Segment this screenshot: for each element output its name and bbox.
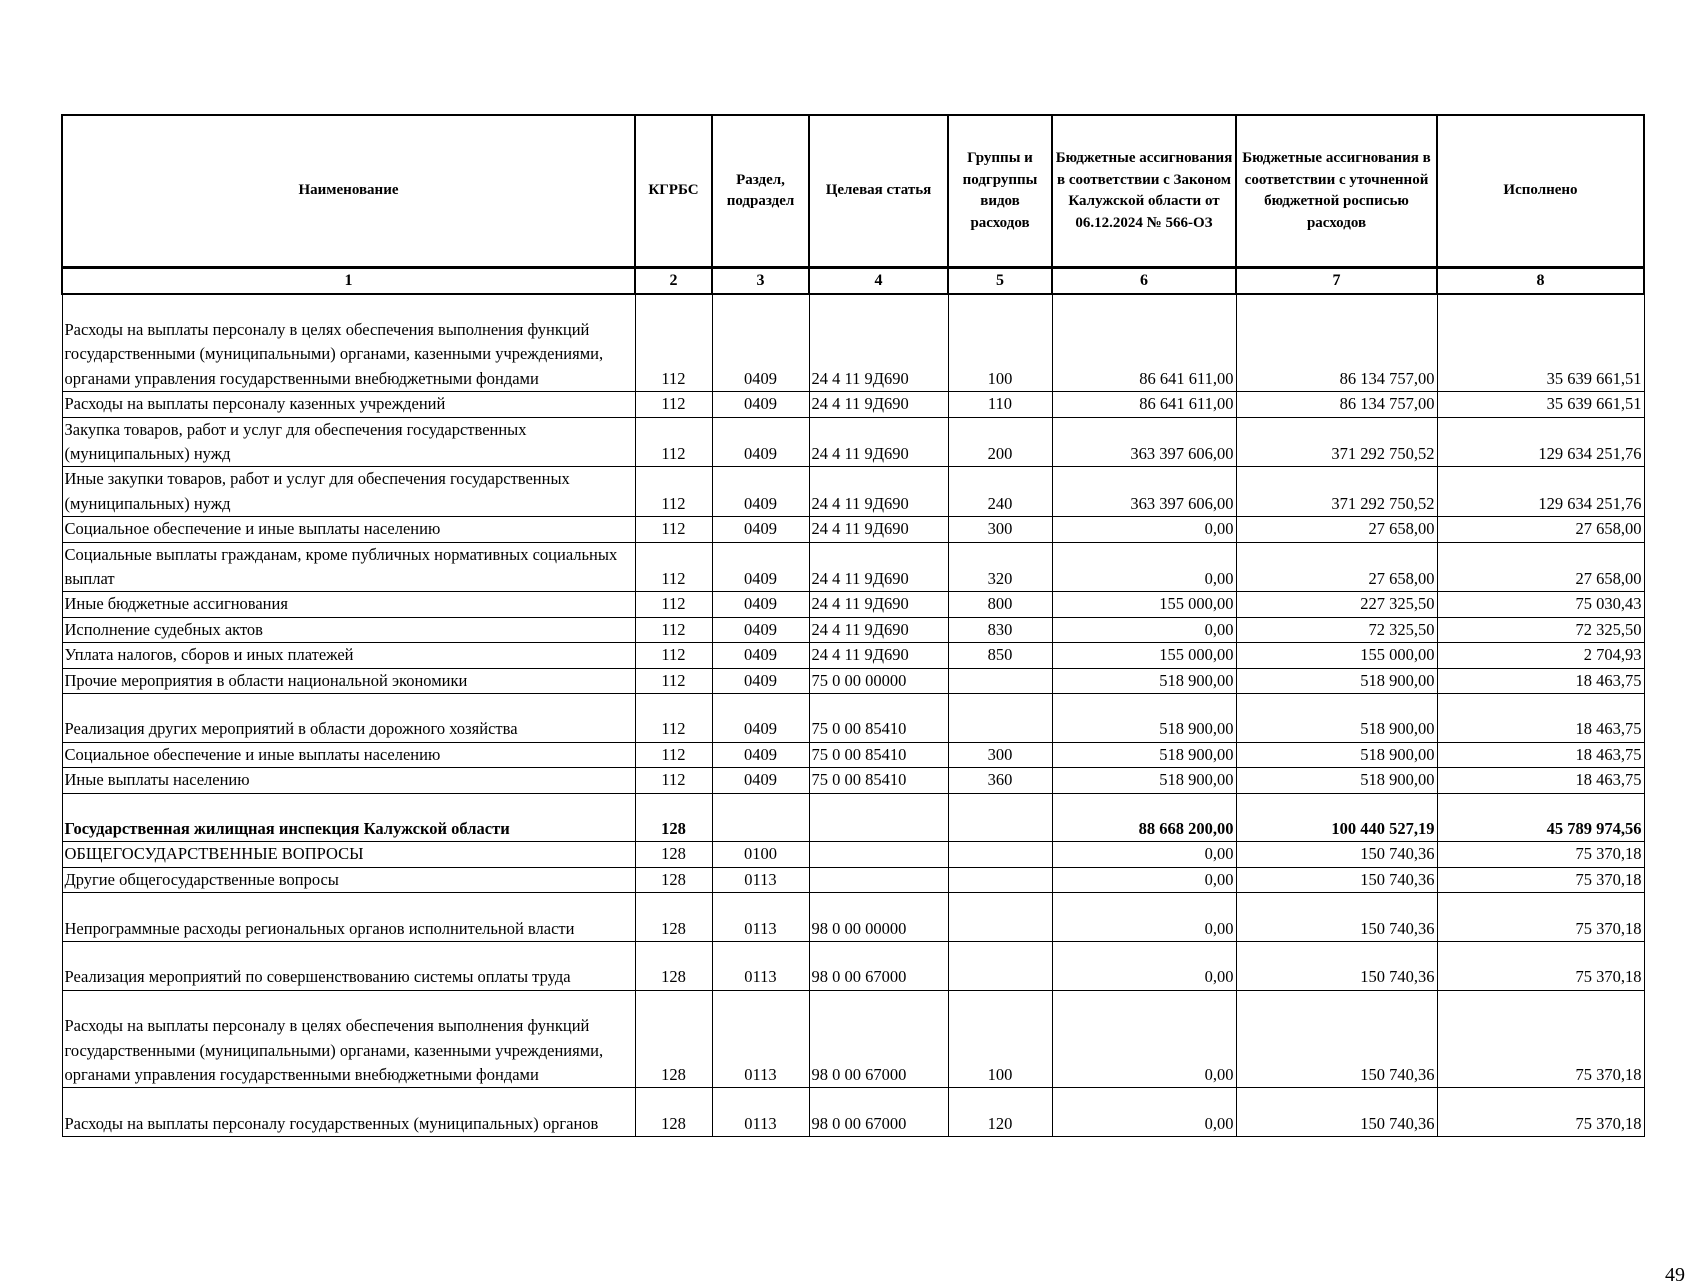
cell-target-article: 24 4 11 9Д690 [809, 643, 948, 668]
cell-expense-group [948, 867, 1052, 892]
cell-law-amount: 0,00 [1052, 941, 1236, 990]
cell-law-amount: 155 000,00 [1052, 643, 1236, 668]
column-number: 1 [62, 268, 635, 295]
cell-expense-group: 120 [948, 1088, 1052, 1137]
table-row [62, 693, 1644, 742]
table-row [62, 990, 1644, 1088]
cell-kgrbs: 112 [635, 392, 712, 417]
cell-name: Расходы на выплаты персоналу государственных (муниципальных) органов [62, 1088, 635, 1137]
cell-executed-amount: 18 463,75 [1437, 693, 1644, 742]
table-row [62, 842, 1644, 867]
cell-target-article [809, 842, 948, 867]
cell-refined-amount: 518 900,00 [1236, 668, 1437, 693]
cell-refined-amount: 518 900,00 [1236, 768, 1437, 793]
table-row [62, 793, 1644, 842]
cell-section: 0409 [712, 467, 809, 517]
cell-refined-amount: 86 134 757,00 [1236, 294, 1437, 392]
table-row [62, 417, 1644, 467]
cell-executed-amount: 27 658,00 [1437, 517, 1644, 542]
cell-refined-amount: 100 440 527,19 [1236, 793, 1437, 842]
cell-executed-amount: 129 634 251,76 [1437, 467, 1644, 517]
cell-target-article: 24 4 11 9Д690 [809, 467, 948, 517]
column-number: 6 [1052, 268, 1236, 295]
cell-executed-amount: 75 370,18 [1437, 842, 1644, 867]
cell-refined-amount: 150 740,36 [1236, 867, 1437, 892]
table-body [62, 294, 1644, 1137]
cell-executed-amount: 75 030,43 [1437, 592, 1644, 617]
cell-refined-amount: 150 740,36 [1236, 842, 1437, 867]
cell-executed-amount: 75 370,18 [1437, 990, 1644, 1088]
cell-kgrbs: 112 [635, 742, 712, 767]
cell-refined-amount: 518 900,00 [1236, 742, 1437, 767]
cell-name: Уплата налогов, сборов и иных платежей [62, 643, 635, 668]
header-expense-groups: Группы и подгруппы видов расходов [948, 115, 1052, 268]
cell-section: 0409 [712, 392, 809, 417]
cell-executed-amount: 75 370,18 [1437, 1088, 1644, 1137]
cell-expense-group [948, 668, 1052, 693]
cell-name: Социальное обеспечение и иные выплаты населению [62, 742, 635, 767]
cell-law-amount: 88 668 200,00 [1052, 793, 1236, 842]
cell-kgrbs: 112 [635, 294, 712, 392]
table-row [62, 768, 1644, 793]
cell-expense-group [948, 693, 1052, 742]
cell-target-article: 24 4 11 9Д690 [809, 392, 948, 417]
cell-kgrbs: 112 [635, 768, 712, 793]
cell-executed-amount: 2 704,93 [1437, 643, 1644, 668]
cell-refined-amount: 371 292 750,52 [1236, 417, 1437, 467]
column-number: 4 [809, 268, 948, 295]
cell-law-amount: 0,00 [1052, 842, 1236, 867]
cell-section: 0100 [712, 842, 809, 867]
cell-section [712, 793, 809, 842]
cell-executed-amount: 72 325,50 [1437, 617, 1644, 642]
cell-kgrbs: 128 [635, 793, 712, 842]
budget-table [61, 114, 1645, 1137]
cell-name: ОБЩЕГОСУДАРСТВЕННЫЕ ВОПРОСЫ [62, 842, 635, 867]
cell-target-article [809, 793, 948, 842]
cell-name: Иные выплаты населению [62, 768, 635, 793]
column-number: 7 [1236, 268, 1437, 295]
table-row [62, 542, 1644, 592]
cell-executed-amount: 35 639 661,51 [1437, 392, 1644, 417]
cell-name: Прочие мероприятия в области национальной экономики [62, 668, 635, 693]
page-number: 49 [1665, 1264, 1685, 1286]
cell-target-article: 24 4 11 9Д690 [809, 517, 948, 542]
cell-law-amount: 0,00 [1052, 990, 1236, 1088]
cell-name: Закупка товаров, работ и услуг для обеспечения государственных (муниципальных) нужд [62, 417, 635, 467]
cell-kgrbs: 112 [635, 617, 712, 642]
table-row [62, 867, 1644, 892]
cell-expense-group: 800 [948, 592, 1052, 617]
table-row [62, 941, 1644, 990]
cell-section: 0409 [712, 643, 809, 668]
header-name: Наименование [62, 115, 635, 268]
cell-executed-amount: 27 658,00 [1437, 542, 1644, 592]
cell-name: Социальное обеспечение и иные выплаты населению [62, 517, 635, 542]
cell-kgrbs: 128 [635, 1088, 712, 1137]
cell-target-article: 75 0 00 85410 [809, 742, 948, 767]
cell-section: 0409 [712, 294, 809, 392]
cell-expense-group: 300 [948, 742, 1052, 767]
table-row [62, 1088, 1644, 1137]
cell-target-article: 24 4 11 9Д690 [809, 617, 948, 642]
cell-expense-group: 240 [948, 467, 1052, 517]
cell-expense-group: 300 [948, 517, 1052, 542]
cell-name: Расходы на выплаты персоналу в целях обеспечения выполнения функций государственными (муниципальными) органами, казенными учреждениями, органами управления государственными внебюджетными фондами [62, 294, 635, 392]
cell-name: Реализация мероприятий по совершенствованию системы оплаты труда [62, 941, 635, 990]
header-refined-allocations: Бюджетные ассигнования в соответствии с уточненной бюджетной росписью расходов [1236, 115, 1437, 268]
cell-section: 0113 [712, 1088, 809, 1137]
cell-kgrbs: 112 [635, 517, 712, 542]
cell-kgrbs: 112 [635, 467, 712, 517]
cell-section: 0409 [712, 517, 809, 542]
cell-name: Социальные выплаты гражданам, кроме публичных нормативных социальных выплат [62, 542, 635, 592]
cell-section: 0409 [712, 768, 809, 793]
header-section: Раздел, подраздел [712, 115, 809, 268]
cell-target-article: 24 4 11 9Д690 [809, 294, 948, 392]
cell-target-article [809, 867, 948, 892]
cell-expense-group [948, 793, 1052, 842]
cell-kgrbs: 128 [635, 867, 712, 892]
cell-law-amount: 518 900,00 [1052, 768, 1236, 793]
cell-executed-amount: 75 370,18 [1437, 941, 1644, 990]
column-number: 5 [948, 268, 1052, 295]
table-row [62, 617, 1644, 642]
cell-law-amount: 155 000,00 [1052, 592, 1236, 617]
cell-section: 0113 [712, 867, 809, 892]
header-row [62, 115, 1644, 268]
cell-section: 0409 [712, 617, 809, 642]
cell-law-amount: 363 397 606,00 [1052, 417, 1236, 467]
cell-target-article: 98 0 00 67000 [809, 1088, 948, 1137]
cell-target-article: 98 0 00 00000 [809, 893, 948, 942]
cell-name: Реализация других мероприятий в области дорожного хозяйства [62, 693, 635, 742]
cell-executed-amount: 18 463,75 [1437, 768, 1644, 793]
cell-kgrbs: 128 [635, 842, 712, 867]
cell-section: 0409 [712, 542, 809, 592]
cell-executed-amount: 18 463,75 [1437, 742, 1644, 767]
cell-refined-amount: 72 325,50 [1236, 617, 1437, 642]
cell-section: 0113 [712, 990, 809, 1088]
cell-name: Исполнение судебных актов [62, 617, 635, 642]
cell-target-article: 98 0 00 67000 [809, 941, 948, 990]
cell-name: Непрограммные расходы региональных органов исполнительной власти [62, 893, 635, 942]
cell-refined-amount: 518 900,00 [1236, 693, 1437, 742]
cell-expense-group: 320 [948, 542, 1052, 592]
cell-law-amount: 518 900,00 [1052, 693, 1236, 742]
column-number: 2 [635, 268, 712, 295]
column-number-row [62, 268, 1644, 295]
cell-name: Иные бюджетные ассигнования [62, 592, 635, 617]
table-row [62, 893, 1644, 942]
table-row [62, 517, 1644, 542]
cell-refined-amount: 150 740,36 [1236, 893, 1437, 942]
cell-refined-amount: 150 740,36 [1236, 941, 1437, 990]
table-row [62, 294, 1644, 392]
cell-law-amount: 518 900,00 [1052, 668, 1236, 693]
cell-target-article: 75 0 00 85410 [809, 768, 948, 793]
cell-refined-amount: 371 292 750,52 [1236, 467, 1437, 517]
cell-name: Расходы на выплаты персоналу в целях обеспечения выполнения функций государственными (муниципальными) органами, казенными учреждениями, органами управления государственными внебюджетными фондами [62, 990, 635, 1088]
cell-law-amount: 518 900,00 [1052, 742, 1236, 767]
header-kgrbs: КГРБС [635, 115, 712, 268]
cell-section: 0409 [712, 668, 809, 693]
cell-law-amount: 86 641 611,00 [1052, 294, 1236, 392]
cell-kgrbs: 128 [635, 893, 712, 942]
cell-target-article: 24 4 11 9Д690 [809, 542, 948, 592]
table-row [62, 467, 1644, 517]
header-target-article: Целевая статья [809, 115, 948, 268]
cell-name: Расходы на выплаты персоналу казенных учреждений [62, 392, 635, 417]
table-row [62, 592, 1644, 617]
cell-expense-group: 850 [948, 643, 1052, 668]
table-row [62, 742, 1644, 767]
cell-law-amount: 0,00 [1052, 1088, 1236, 1137]
cell-section: 0409 [712, 592, 809, 617]
cell-law-amount: 0,00 [1052, 867, 1236, 892]
cell-kgrbs: 112 [635, 643, 712, 668]
cell-executed-amount: 75 370,18 [1437, 893, 1644, 942]
cell-name: Государственная жилищная инспекция Калужской области [62, 793, 635, 842]
cell-name: Другие общегосударственные вопросы [62, 867, 635, 892]
cell-law-amount: 0,00 [1052, 542, 1236, 592]
cell-expense-group: 200 [948, 417, 1052, 467]
cell-kgrbs: 128 [635, 941, 712, 990]
cell-executed-amount: 129 634 251,76 [1437, 417, 1644, 467]
cell-law-amount: 0,00 [1052, 517, 1236, 542]
cell-section: 0113 [712, 893, 809, 942]
header-executed: Исполнено [1437, 115, 1644, 268]
cell-executed-amount: 75 370,18 [1437, 867, 1644, 892]
cell-executed-amount: 35 639 661,51 [1437, 294, 1644, 392]
cell-section: 0409 [712, 693, 809, 742]
cell-name: Иные закупки товаров, работ и услуг для обеспечения государственных (муниципальных) нужд [62, 467, 635, 517]
cell-expense-group: 360 [948, 768, 1052, 793]
column-number: 3 [712, 268, 809, 295]
cell-section: 0113 [712, 941, 809, 990]
table-row [62, 392, 1644, 417]
cell-target-article: 24 4 11 9Д690 [809, 417, 948, 467]
cell-law-amount: 363 397 606,00 [1052, 467, 1236, 517]
cell-target-article: 98 0 00 67000 [809, 990, 948, 1088]
cell-kgrbs: 112 [635, 417, 712, 467]
cell-expense-group [948, 893, 1052, 942]
cell-refined-amount: 27 658,00 [1236, 542, 1437, 592]
cell-executed-amount: 45 789 974,56 [1437, 793, 1644, 842]
cell-kgrbs: 112 [635, 542, 712, 592]
cell-refined-amount: 150 740,36 [1236, 1088, 1437, 1137]
cell-target-article: 75 0 00 00000 [809, 668, 948, 693]
cell-target-article: 75 0 00 85410 [809, 693, 948, 742]
cell-expense-group [948, 842, 1052, 867]
cell-kgrbs: 128 [635, 990, 712, 1088]
cell-expense-group: 110 [948, 392, 1052, 417]
column-number: 8 [1437, 268, 1644, 295]
cell-executed-amount: 18 463,75 [1437, 668, 1644, 693]
cell-kgrbs: 112 [635, 592, 712, 617]
cell-refined-amount: 86 134 757,00 [1236, 392, 1437, 417]
cell-kgrbs: 112 [635, 693, 712, 742]
cell-expense-group: 100 [948, 990, 1052, 1088]
cell-section: 0409 [712, 742, 809, 767]
cell-kgrbs: 112 [635, 668, 712, 693]
cell-target-article: 24 4 11 9Д690 [809, 592, 948, 617]
cell-refined-amount: 27 658,00 [1236, 517, 1437, 542]
header-law-allocations: Бюджетные ассигнования в соответствии с Законом Калужской области от 06.12.2024 № 566-ОЗ [1052, 115, 1236, 268]
budget-report-page [61, 114, 1685, 1286]
cell-expense-group [948, 941, 1052, 990]
cell-refined-amount: 150 740,36 [1236, 990, 1437, 1088]
cell-expense-group: 830 [948, 617, 1052, 642]
cell-section: 0409 [712, 417, 809, 467]
cell-law-amount: 86 641 611,00 [1052, 392, 1236, 417]
cell-refined-amount: 227 325,50 [1236, 592, 1437, 617]
cell-refined-amount: 155 000,00 [1236, 643, 1437, 668]
cell-expense-group: 100 [948, 294, 1052, 392]
cell-law-amount: 0,00 [1052, 893, 1236, 942]
table-row [62, 643, 1644, 668]
table-row [62, 668, 1644, 693]
cell-law-amount: 0,00 [1052, 617, 1236, 642]
